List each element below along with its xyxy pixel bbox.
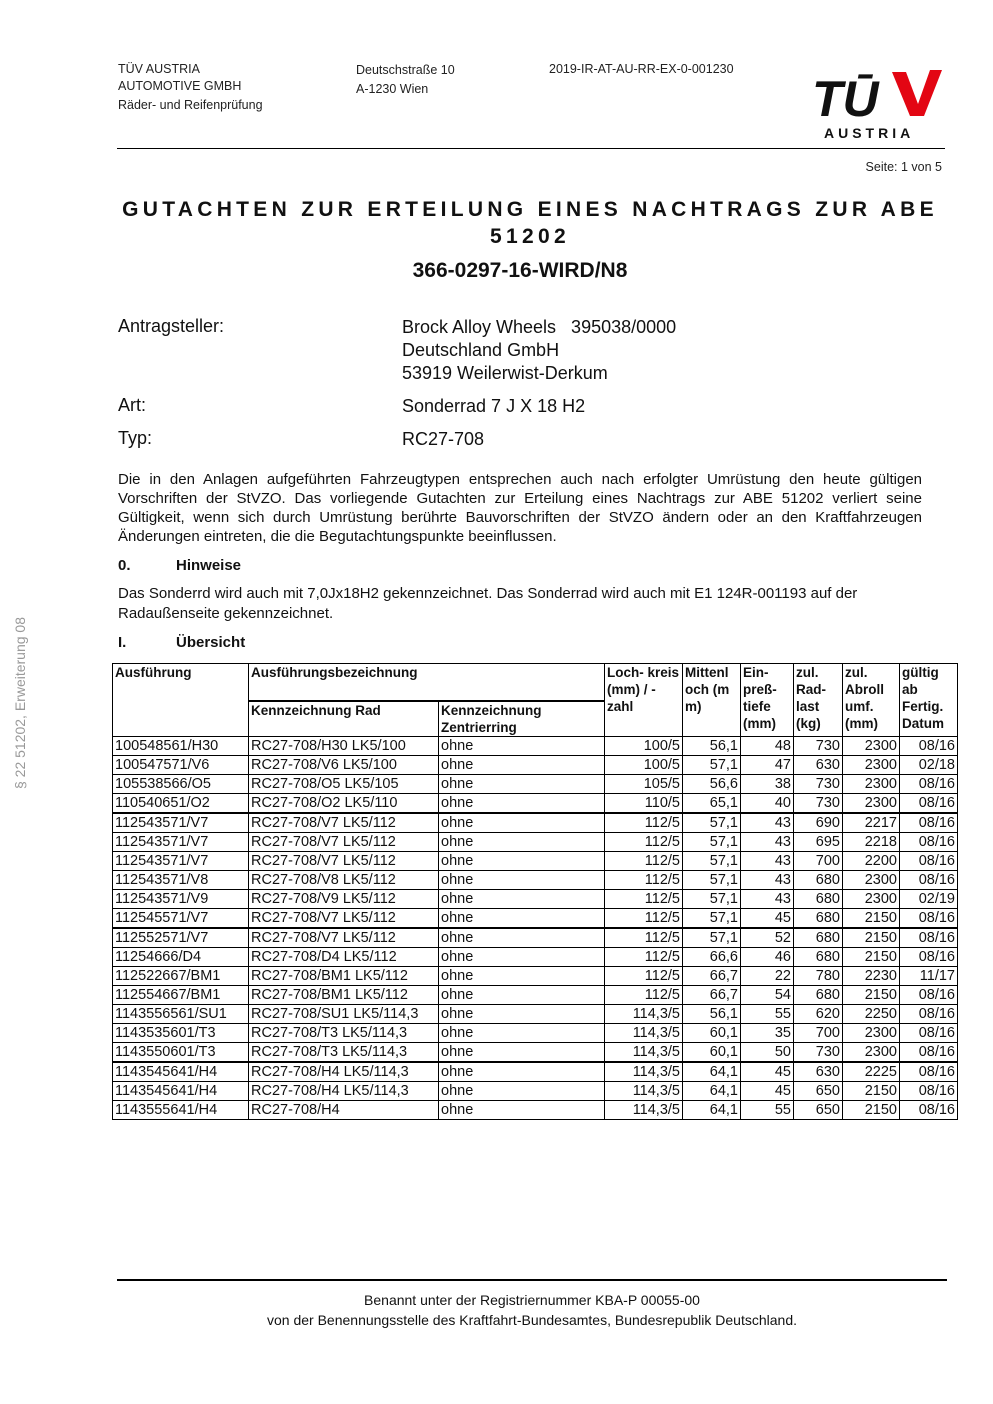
cell-abrollumfang: 2150 (843, 985, 900, 1004)
cell-zentrierring: ohne (439, 1100, 605, 1119)
cell-rad: RC27-708/O5 LK5/105 (249, 774, 439, 793)
cell-lochkreis: 112/5 (605, 889, 683, 908)
cell-einpresstiefe: 43 (741, 870, 794, 889)
side-note: § 22 51202, Erweiterung 08 (12, 617, 28, 790)
cell-zentrierring: ohne (439, 870, 605, 889)
cell-einpresstiefe: 40 (741, 793, 794, 813)
cell-mittenloch: 57,1 (683, 813, 741, 833)
cell-ausfuehrung: 112543571/V7 (113, 813, 249, 833)
cell-gueltig: 02/19 (900, 889, 958, 908)
cell-ausfuehrung: 112543571/V9 (113, 889, 249, 908)
col-header-zentrierring: Kennzeichnung Zentrierring (439, 701, 605, 737)
col-header-einpresstiefe: Ein- preß- tiefe (mm) (741, 664, 794, 737)
cell-ausfuehrung: 105538566/O5 (113, 774, 249, 793)
cell-abrollumfang: 2150 (843, 1081, 900, 1100)
address-line: Deutschstraße 10 (356, 63, 455, 77)
cell-zentrierring: ohne (439, 813, 605, 833)
table-row (113, 736, 958, 755)
cell-zentrierring: ohne (439, 755, 605, 774)
cell-ausfuehrung: 112552571/V7 (113, 928, 249, 948)
cell-abrollumfang: 2300 (843, 774, 900, 793)
cell-rad: RC27-708/V7 LK5/112 (249, 832, 439, 851)
cell-rad: RC27-708/H4 (249, 1100, 439, 1119)
section-title: Hinweise (176, 557, 242, 574)
cell-einpresstiefe: 43 (741, 889, 794, 908)
cell-abrollumfang: 2300 (843, 889, 900, 908)
table-row (113, 947, 958, 966)
cell-zentrierring: ohne (439, 1004, 605, 1023)
cell-einpresstiefe: 54 (741, 985, 794, 1004)
table-row (113, 774, 958, 793)
cell-rad: RC27-708/BM1 LK5/112 (249, 985, 439, 1004)
cell-radlast: 730 (794, 793, 843, 813)
section-title: Übersicht (176, 634, 246, 651)
table-row (113, 793, 958, 813)
cell-radlast: 780 (794, 966, 843, 985)
col-header-gueltig: gültig ab Fertig. Datum (900, 664, 958, 737)
cell-zentrierring: ohne (439, 947, 605, 966)
cell-mittenloch: 64,1 (683, 1062, 741, 1082)
hinweise-text: Das Sonderrd wird auch mit 7,0Jx18H2 gekennzeichnet. Das Sonderrad wird auch mit E1 124R-001193 auf der Radaußenseite gekennzeichnet. (118, 585, 858, 622)
cell-einpresstiefe: 38 (741, 774, 794, 793)
cell-abrollumfang: 2300 (843, 736, 900, 755)
svg-text:AUSTRIA: AUSTRIA (824, 125, 915, 141)
table-row (113, 1004, 958, 1023)
table-row (113, 1081, 958, 1100)
cell-abrollumfang: 2300 (843, 793, 900, 813)
footer-line: Benannt unter der Registriernummer KBA-P 00055-00 (364, 1292, 700, 1308)
cell-einpresstiefe: 48 (741, 736, 794, 755)
table-row (113, 889, 958, 908)
table-row (113, 851, 958, 870)
cell-mittenloch: 64,1 (683, 1100, 741, 1119)
cell-ausfuehrung: 110540651/O2 (113, 793, 249, 813)
cell-rad: RC27-708/BM1 LK5/112 (249, 966, 439, 985)
cell-einpresstiefe: 55 (741, 1100, 794, 1119)
cell-lochkreis: 112/5 (605, 908, 683, 928)
col-header-radlast: zul. Rad- last (kg) (794, 664, 843, 737)
cell-einpresstiefe: 45 (741, 908, 794, 928)
table-row (113, 966, 958, 985)
cell-gueltig: 08/16 (900, 1004, 958, 1023)
cell-lochkreis: 100/5 (605, 736, 683, 755)
header-divider (117, 148, 945, 149)
cell-gueltig: 11/17 (900, 966, 958, 985)
cell-abrollumfang: 2300 (843, 870, 900, 889)
cell-radlast: 630 (794, 755, 843, 774)
cell-abrollumfang: 2250 (843, 1004, 900, 1023)
address-block (356, 61, 455, 99)
cell-abrollumfang: 2150 (843, 1100, 900, 1119)
cell-ausfuehrung: 112522667/BM1 (113, 966, 249, 985)
cell-einpresstiefe: 52 (741, 928, 794, 948)
cell-abrollumfang: 2225 (843, 1062, 900, 1082)
applicant-line: Brock Alloy Wheels 395038/0000 (402, 317, 677, 337)
cell-mittenloch: 57,1 (683, 908, 741, 928)
cell-ausfuehrung: 1143555641/H4 (113, 1100, 249, 1119)
table-row (113, 908, 958, 928)
cell-einpresstiefe: 55 (741, 1004, 794, 1023)
cell-zentrierring: ohne (439, 774, 605, 793)
cell-lochkreis: 100/5 (605, 755, 683, 774)
cell-mittenloch: 57,1 (683, 851, 741, 870)
cell-rad: RC27-708/T3 LK5/114,3 (249, 1042, 439, 1062)
cell-gueltig: 08/16 (900, 774, 958, 793)
cell-abrollumfang: 2150 (843, 947, 900, 966)
footer-divider (117, 1279, 947, 1281)
cell-lochkreis: 105/5 (605, 774, 683, 793)
intro-paragraph: Die in den Anlagen aufgeführten Fahrzeugtypen entsprechen auch nach erfolgter Umrüstung den heute gültigen Vorschriften der StVZO. Das vorliegende Gutachten zur Erteilung eines Nachtrags zur ABE 51202 verliert seine Gültigkeit, wenn sich durch Umrüstung berührte Bauvorschriften der StVZO ändern oder an den Kraftfahrzeugen Änderungen eintreten, die die Begutachtungspunkte beeinflussen. (118, 471, 922, 545)
cell-rad: RC27-708/O2 LK5/110 (249, 793, 439, 813)
company-line: Räder- und Reifenprüfung (118, 98, 263, 112)
cell-ausfuehrung: 1143550601/T3 (113, 1042, 249, 1062)
table-row (113, 813, 958, 833)
cell-mittenloch: 56,6 (683, 774, 741, 793)
reference-number: 2019-IR-AT-AU-RR-EX-0-001230 (549, 62, 734, 76)
cell-rad: RC27-708/V8 LK5/112 (249, 870, 439, 889)
cell-rad: RC27-708/H30 LK5/100 (249, 736, 439, 755)
col-header-bezeichnung: Ausführungsbezeichnung (249, 664, 605, 701)
cell-mittenloch: 57,1 (683, 928, 741, 948)
cell-rad: RC27-708/V7 LK5/112 (249, 813, 439, 833)
cell-mittenloch: 60,1 (683, 1042, 741, 1062)
cell-lochkreis: 114,3/5 (605, 1042, 683, 1062)
table-row (113, 985, 958, 1004)
cell-rad: RC27-708/V7 LK5/112 (249, 928, 439, 948)
section-number: I. (118, 634, 127, 651)
cell-gueltig: 08/16 (900, 1023, 958, 1042)
cell-ausfuehrung: 112543571/V8 (113, 870, 249, 889)
cell-gueltig: 08/16 (900, 832, 958, 851)
cell-radlast: 700 (794, 851, 843, 870)
cell-zentrierring: ohne (439, 793, 605, 813)
cell-lochkreis: 114,3/5 (605, 1023, 683, 1042)
cell-ausfuehrung: 1143535601/T3 (113, 1023, 249, 1042)
cell-gueltig: 08/16 (900, 908, 958, 928)
cell-ausfuehrung: 100548561/H30 (113, 736, 249, 755)
cell-gueltig: 08/16 (900, 813, 958, 833)
cell-rad: RC27-708/V7 LK5/112 (249, 851, 439, 870)
cell-mittenloch: 65,1 (683, 793, 741, 813)
cell-zentrierring: ohne (439, 1081, 605, 1100)
cell-rad: RC27-708/V7 LK5/112 (249, 908, 439, 928)
section-uebersicht-heading (118, 634, 245, 651)
cell-radlast: 630 (794, 1062, 843, 1082)
tuv-austria-logo (812, 66, 942, 147)
cell-abrollumfang: 2300 (843, 1023, 900, 1042)
cell-rad: RC27-708/H4 LK5/114,3 (249, 1081, 439, 1100)
address-line: A-1230 Wien (356, 82, 429, 96)
cell-radlast: 680 (794, 870, 843, 889)
applicant-value (402, 316, 676, 385)
cell-ausfuehrung: 1143545641/H4 (113, 1062, 249, 1082)
cell-mittenloch: 66,7 (683, 985, 741, 1004)
cell-gueltig: 08/16 (900, 1042, 958, 1062)
cell-radlast: 695 (794, 832, 843, 851)
cell-lochkreis: 112/5 (605, 851, 683, 870)
cell-radlast: 680 (794, 985, 843, 1004)
cell-radlast: 650 (794, 1100, 843, 1119)
cell-abrollumfang: 2200 (843, 851, 900, 870)
cell-rad: RC27-708/H4 LK5/114,3 (249, 1062, 439, 1082)
cell-ausfuehrung: 112543571/V7 (113, 832, 249, 851)
footer-line: von der Benennungsstelle des Kraftfahrt-Bundesamtes, Bundesrepublik Deutschland. (267, 1312, 797, 1328)
cell-radlast: 730 (794, 1042, 843, 1062)
table-row (113, 1042, 958, 1062)
cell-lochkreis: 112/5 (605, 985, 683, 1004)
cell-rad: RC27-708/V6 LK5/100 (249, 755, 439, 774)
cell-zentrierring: ohne (439, 832, 605, 851)
company-line: AUTOMOTIVE GMBH (118, 79, 242, 93)
cell-rad: RC27-708/V9 LK5/112 (249, 889, 439, 908)
cell-radlast: 730 (794, 736, 843, 755)
cell-zentrierring: ohne (439, 851, 605, 870)
cell-zentrierring: ohne (439, 908, 605, 928)
typ-label: Typ: (118, 428, 153, 448)
cell-rad: RC27-708/T3 LK5/114,3 (249, 1023, 439, 1042)
cell-mittenloch: 57,1 (683, 832, 741, 851)
applicant-line: Deutschland GmbH (402, 340, 560, 360)
cell-rad: RC27-708/D4 LK5/112 (249, 947, 439, 966)
cell-einpresstiefe: 43 (741, 832, 794, 851)
cell-zentrierring: ohne (439, 966, 605, 985)
cell-gueltig: 08/16 (900, 985, 958, 1004)
typ-value: RC27-708 (402, 429, 485, 449)
cell-mittenloch: 56,1 (683, 736, 741, 755)
cell-mittenloch: 64,1 (683, 1081, 741, 1100)
cell-radlast: 680 (794, 908, 843, 928)
cell-gueltig: 08/16 (900, 870, 958, 889)
cell-radlast: 650 (794, 1081, 843, 1100)
cell-radlast: 620 (794, 1004, 843, 1023)
cell-einpresstiefe: 35 (741, 1023, 794, 1042)
cell-gueltig: 08/16 (900, 928, 958, 948)
cell-abrollumfang: 2300 (843, 755, 900, 774)
footer (117, 1290, 947, 1330)
cell-gueltig: 08/16 (900, 947, 958, 966)
section-number: 0. (118, 557, 131, 574)
cell-radlast: 690 (794, 813, 843, 833)
cell-abrollumfang: 2150 (843, 908, 900, 928)
col-header-rad: Kennzeichnung Rad (249, 701, 439, 737)
cell-mittenloch: 57,1 (683, 889, 741, 908)
cell-gueltig: 08/16 (900, 1081, 958, 1100)
cell-zentrierring: ohne (439, 1042, 605, 1062)
cell-radlast: 730 (794, 774, 843, 793)
table-row (113, 870, 958, 889)
cell-lochkreis: 114,3/5 (605, 1062, 683, 1082)
cell-zentrierring: ohne (439, 889, 605, 908)
cell-einpresstiefe: 45 (741, 1081, 794, 1100)
cell-zentrierring: ohne (439, 736, 605, 755)
col-header-ausfuehrung: Ausführung (113, 664, 249, 737)
cell-lochkreis: 112/5 (605, 870, 683, 889)
cell-einpresstiefe: 45 (741, 1062, 794, 1082)
cell-ausfuehrung: 100547571/V6 (113, 755, 249, 774)
cell-gueltig: 02/18 (900, 755, 958, 774)
cell-lochkreis: 112/5 (605, 928, 683, 948)
cell-mittenloch: 66,6 (683, 947, 741, 966)
table-row (113, 832, 958, 851)
cell-zentrierring: ohne (439, 1023, 605, 1042)
cell-radlast: 680 (794, 928, 843, 948)
cell-gueltig: 08/16 (900, 736, 958, 755)
cell-abrollumfang: 2150 (843, 928, 900, 948)
cell-lochkreis: 112/5 (605, 947, 683, 966)
cell-lochkreis: 110/5 (605, 793, 683, 813)
cell-lochkreis: 114,3/5 (605, 1081, 683, 1100)
cell-ausfuehrung: 112545571/V7 (113, 908, 249, 928)
cell-gueltig: 08/16 (900, 851, 958, 870)
cell-radlast: 700 (794, 1023, 843, 1042)
art-value: Sonderrad 7 J X 18 H2 (402, 396, 586, 416)
cell-ausfuehrung: 1143556561/SU1 (113, 1004, 249, 1023)
cell-einpresstiefe: 50 (741, 1042, 794, 1062)
cell-zentrierring: ohne (439, 928, 605, 948)
cell-zentrierring: ohne (439, 985, 605, 1004)
svg-text:TŪ: TŪ (812, 71, 879, 127)
cell-gueltig: 08/16 (900, 1062, 958, 1082)
cell-radlast: 680 (794, 889, 843, 908)
cell-einpresstiefe: 22 (741, 966, 794, 985)
section-hinweise-heading (118, 557, 241, 574)
cell-einpresstiefe: 47 (741, 755, 794, 774)
cell-lochkreis: 112/5 (605, 832, 683, 851)
cell-ausfuehrung: 1143545641/H4 (113, 1081, 249, 1100)
page-indicator: Seite: 1 von 5 (865, 160, 942, 174)
col-header-mittenloch: Mittenl och (mm) (683, 664, 741, 737)
applicant-line: 53919 Weilerwist-Derkum (402, 363, 608, 383)
company-block (118, 61, 263, 114)
art-label: Art: (118, 395, 147, 415)
table-row (113, 1023, 958, 1042)
cell-ausfuehrung: 112543571/V7 (113, 851, 249, 870)
cell-mittenloch: 57,1 (683, 870, 741, 889)
document-title: GUTACHTEN ZUR ERTEILUNG EINES NACHTRAGS ZUR ABE 51202 (122, 198, 938, 248)
cell-zentrierring: ohne (439, 1062, 605, 1082)
cell-gueltig: 08/16 (900, 793, 958, 813)
cell-abrollumfang: 2218 (843, 832, 900, 851)
cell-einpresstiefe: 43 (741, 813, 794, 833)
overview-table (112, 663, 958, 1120)
cell-einpresstiefe: 43 (741, 851, 794, 870)
cell-ausfuehrung: 11254666/D4 (113, 947, 249, 966)
table-row (113, 1100, 958, 1119)
cell-mittenloch: 60,1 (683, 1023, 741, 1042)
col-header-lochkreis: Loch- kreis (mm) / -zahl (605, 664, 683, 737)
cell-abrollumfang: 2230 (843, 966, 900, 985)
cell-radlast: 680 (794, 947, 843, 966)
document-number: 366-0297-16-WIRD/N8 (412, 259, 628, 282)
cell-abrollumfang: 2217 (843, 813, 900, 833)
cell-mittenloch: 57,1 (683, 755, 741, 774)
cell-mittenloch: 56,1 (683, 1004, 741, 1023)
cell-rad: RC27-708/SU1 LK5/114,3 (249, 1004, 439, 1023)
cell-ausfuehrung: 112554667/BM1 (113, 985, 249, 1004)
company-line: TÜV AUSTRIA (118, 62, 200, 76)
cell-lochkreis: 112/5 (605, 966, 683, 985)
table-row (113, 1062, 958, 1082)
cell-mittenloch: 66,7 (683, 966, 741, 985)
cell-einpresstiefe: 46 (741, 947, 794, 966)
table-row (113, 755, 958, 774)
cell-abrollumfang: 2300 (843, 1042, 900, 1062)
cell-lochkreis: 114,3/5 (605, 1004, 683, 1023)
cell-lochkreis: 114,3/5 (605, 1100, 683, 1119)
applicant-label: Antragsteller: (118, 316, 225, 336)
table-row (113, 928, 958, 948)
cell-gueltig: 08/16 (900, 1100, 958, 1119)
cell-lochkreis: 112/5 (605, 813, 683, 833)
col-header-abrollumfang: zul. Abroll umf. (mm) (843, 664, 900, 737)
